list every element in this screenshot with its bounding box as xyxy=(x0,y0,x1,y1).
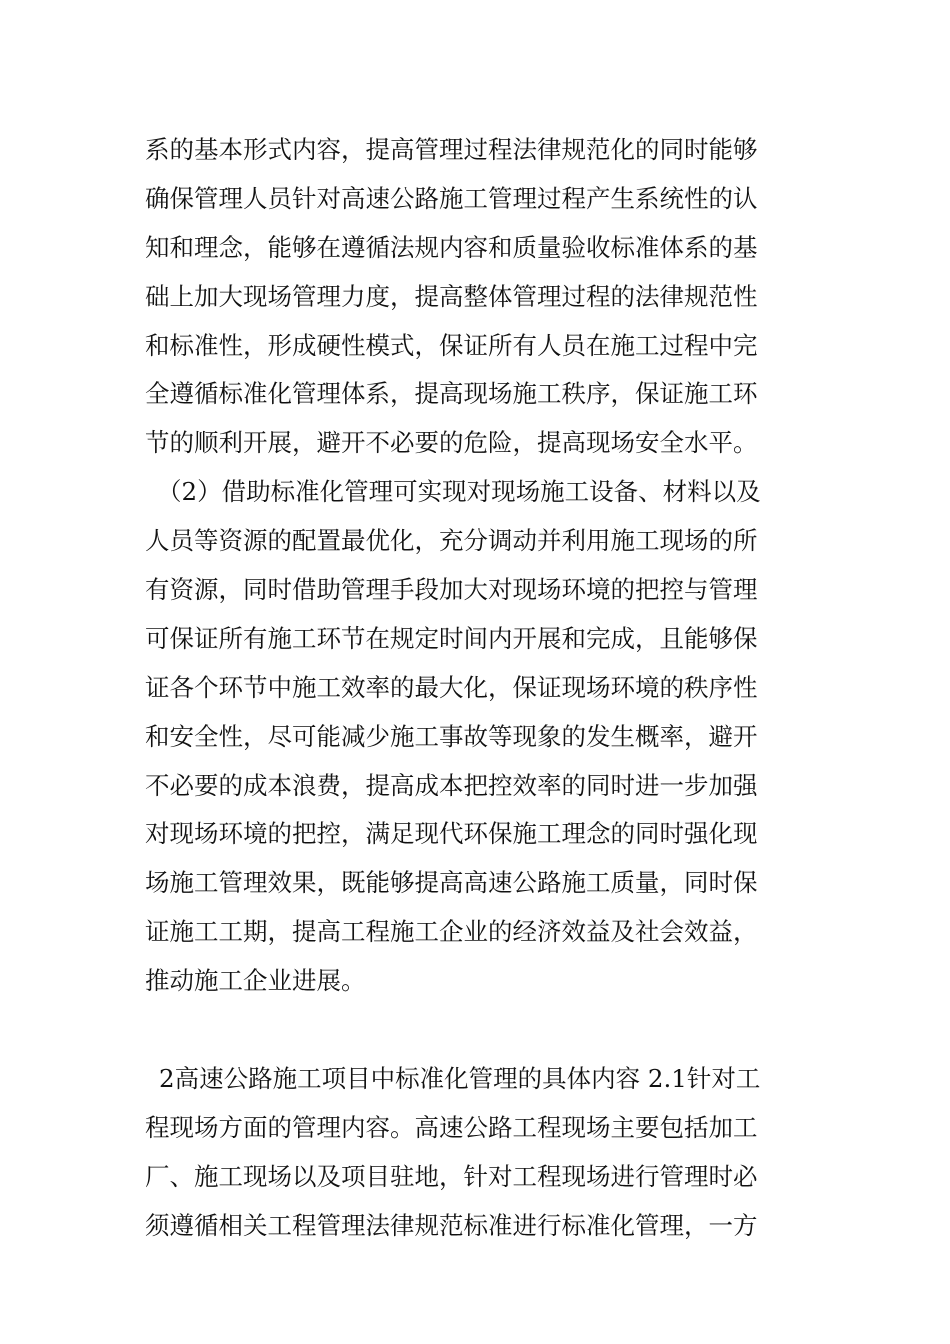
text-line: 厂、施工现场以及项目驻地，针对工程现场进行管理时必 xyxy=(145,1161,758,1191)
text-line: 确保管理人员针对高速公路施工管理过程产生系统性的认 xyxy=(145,183,758,213)
text-line: 和安全性，尽可能减少施工事故等现象的发生概率，避开 xyxy=(145,721,758,751)
text-line: 全遵循标准化管理体系，提高现场施工秩序，保证施工环 xyxy=(145,379,758,409)
text-line: 须遵循相关工程管理法律规范标准进行标准化管理，一方 xyxy=(145,1210,758,1240)
text-line: 不必要的成本浪费，提高成本把控效率的同时进一步加强 xyxy=(145,770,758,800)
text-line: 场施工管理效果，既能够提高高速公路施工质量，同时保 xyxy=(145,868,758,898)
text-line: 对现场环境的把控，满足现代环保施工理念的同时强化现 xyxy=(145,819,758,849)
text-line: 和标准性，形成硬性模式，保证所有人员在施工过程中完 xyxy=(145,330,758,360)
body-text xyxy=(145,126,815,1250)
text-line: 节的顺利开展，避开不必要的危险，提高现场安全水平。 xyxy=(145,428,758,458)
text-line xyxy=(145,1006,815,1055)
text-line: 推动施工企业进展。 xyxy=(145,966,366,996)
paragraph-start-line: 2高速公路施工项目中标准化管理的具体内容 2.1针对工 xyxy=(159,1063,761,1093)
text-line: 础上加大现场管理力度，提高整体管理过程的法律规范性 xyxy=(145,281,758,311)
text-line: 知和理念，能够在遵循法规内容和质量验收标准体系的基 xyxy=(145,232,758,262)
text-line: 人员等资源的配置最优化，充分调动并利用施工现场的所 xyxy=(145,526,758,556)
text-line: 程现场方面的管理内容。高速公路工程现场主要包括加工 xyxy=(145,1112,758,1142)
text-line: 系的基本形式内容，提高管理过程法律规范化的同时能够 xyxy=(145,135,758,164)
text-line: 可保证所有施工环节在规定时间内开展和完成，且能够保 xyxy=(145,623,758,653)
text-line: 证各个环节中施工效率的最大化，保证现场环境的秩序性 xyxy=(145,672,758,702)
text-line: 有资源，同时借助管理手段加大对现场环境的把控与管理 xyxy=(145,575,758,605)
paragraph-start-line: （2）借助标准化管理可实现对现场施工设备、材料以及 xyxy=(157,477,761,507)
text-line: 证施工工期，提高工程施工企业的经济效益及社会效益， xyxy=(145,917,758,947)
